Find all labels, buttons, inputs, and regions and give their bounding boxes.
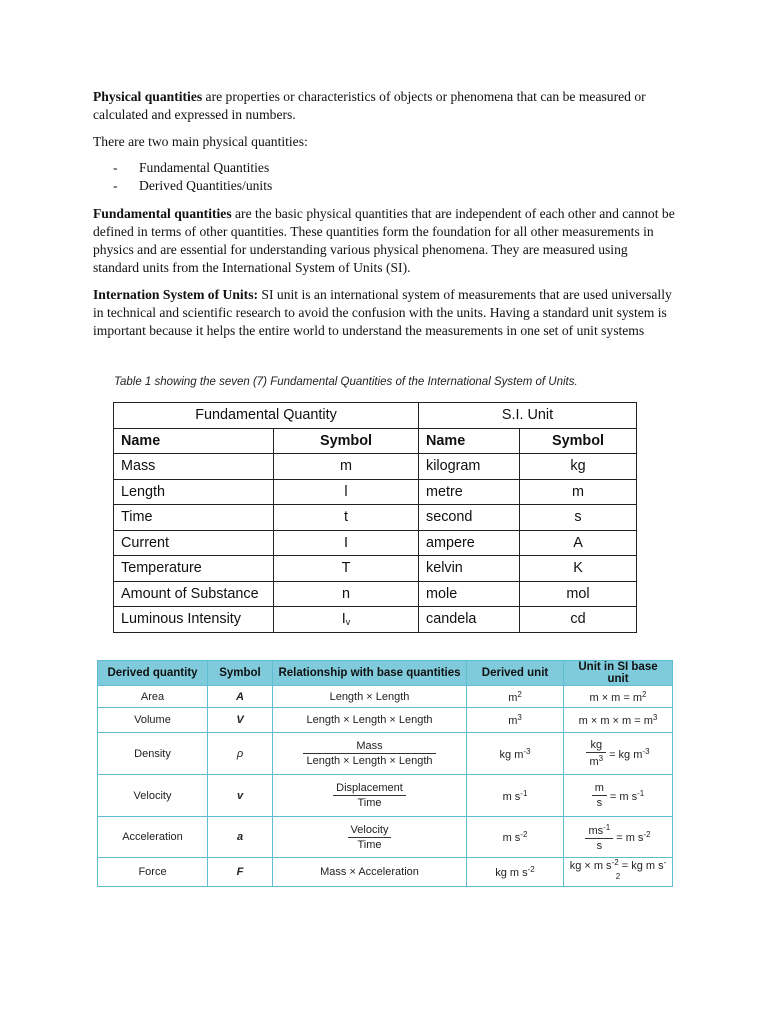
table-row: Volume V Length × Length × Length $m^3$ $m \times m \times m = m^3$ bbox=[98, 708, 673, 733]
table-group-header-row bbox=[114, 403, 637, 429]
table1-caption: Table 1 showing the seven (7) Fundamental Quantities of the International System of Units. bbox=[114, 376, 578, 388]
fraction: $\frac{ms^{-1}}{s}$ bbox=[585, 823, 613, 852]
paragraph-text: SI unit is an international system of measurements that are used universally in technical and scientific research to avoid the confusion with the units. Having a standard unit system is important because it helps the entire world to understand the measurements in one set of unit systems bbox=[93, 287, 672, 338]
fraction: $\frac{kg}{m^3}$ bbox=[586, 739, 606, 768]
header-fundamental-quantity: Fundamental Quantity bbox=[114, 403, 419, 429]
table-row: Acceleration a $\frac{\text{Velocity}}{\text{Time}}$ m $s^{-2}$ $\frac{ms^{-1}}{s}$ = m $s^{-2}$ bbox=[98, 817, 673, 858]
table-row: Force F Mass × Acceleration kg m $s^{-2}$ kg × m $s^{-2}$ = kg m $s^{-2}$ bbox=[98, 858, 673, 887]
fundamental-quantities-table bbox=[113, 402, 637, 633]
paragraph-fundamental-quantities bbox=[93, 205, 677, 277]
header-si-unit: S.I. Unit bbox=[419, 403, 637, 429]
paragraph-two-main: There are two main physical quantities: bbox=[93, 134, 308, 149]
table-row: Area A Length × Length $m^2$ $m \times m = m^2$ bbox=[98, 686, 673, 708]
table-row: Time t second s bbox=[114, 505, 637, 531]
derived-quantities-table bbox=[97, 660, 673, 887]
paragraph-physical-quantities bbox=[93, 88, 677, 124]
table-header-row: Derived quantity Symbol Relationship with base quantities Derived unit Unit in SI base unit bbox=[98, 661, 673, 686]
fraction: $\frac{m}{s}$ bbox=[592, 782, 607, 809]
table-column-header-row bbox=[114, 428, 637, 454]
fraction: $\frac{\text{Mass}}{\text{Length × Length × Length}}$ bbox=[303, 740, 435, 767]
table-row: Length l metre m bbox=[114, 479, 637, 505]
header-symbol: Symbol bbox=[274, 428, 419, 454]
list-item: - Fundamental Quantities bbox=[113, 160, 270, 175]
term-fundamental-quantities: Fundamental quantities bbox=[93, 206, 232, 221]
table-row: Mass m kilogram kg bbox=[114, 454, 637, 480]
table-row: Amount of Substance n mole mol bbox=[114, 581, 637, 607]
term-physical-quantities: Physical quantities bbox=[93, 89, 203, 104]
header-name: Name bbox=[419, 428, 520, 454]
paragraph-si-units bbox=[93, 286, 677, 340]
table-row: Temperature T kelvin K bbox=[114, 556, 637, 582]
table-row: Density ρ $\frac{\text{Mass}}{\text{Length × Length × Length}}$ kg $m^{-3}$ $\frac{kg}{m^3}$ = kg $m^{-3}$ bbox=[98, 733, 673, 775]
table-row: Current I ampere A bbox=[114, 530, 637, 556]
table-row: Luminous Intensity $I_v$ candela cd bbox=[114, 607, 637, 633]
term-si-units: Internation System of Units: bbox=[93, 287, 259, 302]
fraction: $\frac{\text{Velocity}}{\text{Time}}$ bbox=[348, 824, 392, 851]
bullet-list bbox=[113, 159, 272, 194]
paragraph-text: are properties or characteristics of objects or phenomena that can be measured or calculated and expressed in numbers. bbox=[93, 89, 646, 122]
header-name: Name bbox=[114, 428, 274, 454]
header-symbol: Symbol bbox=[520, 428, 637, 454]
list-item: - Derived Quantities/units bbox=[113, 177, 273, 193]
fraction: $\frac{\text{Displacement}}{\text{Time}}$ bbox=[333, 782, 406, 809]
paragraph-text: are the basic physical quantities that are independent of each other and cannot be defined in terms of other quantities. These quantities form the foundation for all other measurements in physics and are essential for understanding various physical phenomena. They are measured using standard units from the International System of Units (SI). bbox=[93, 206, 675, 275]
table-row: Velocity v $\frac{\text{Displacement}}{\text{Time}}$ m $s^{-1}$ $\frac{m}{s}$ = m $s^{-1}$ bbox=[98, 775, 673, 817]
